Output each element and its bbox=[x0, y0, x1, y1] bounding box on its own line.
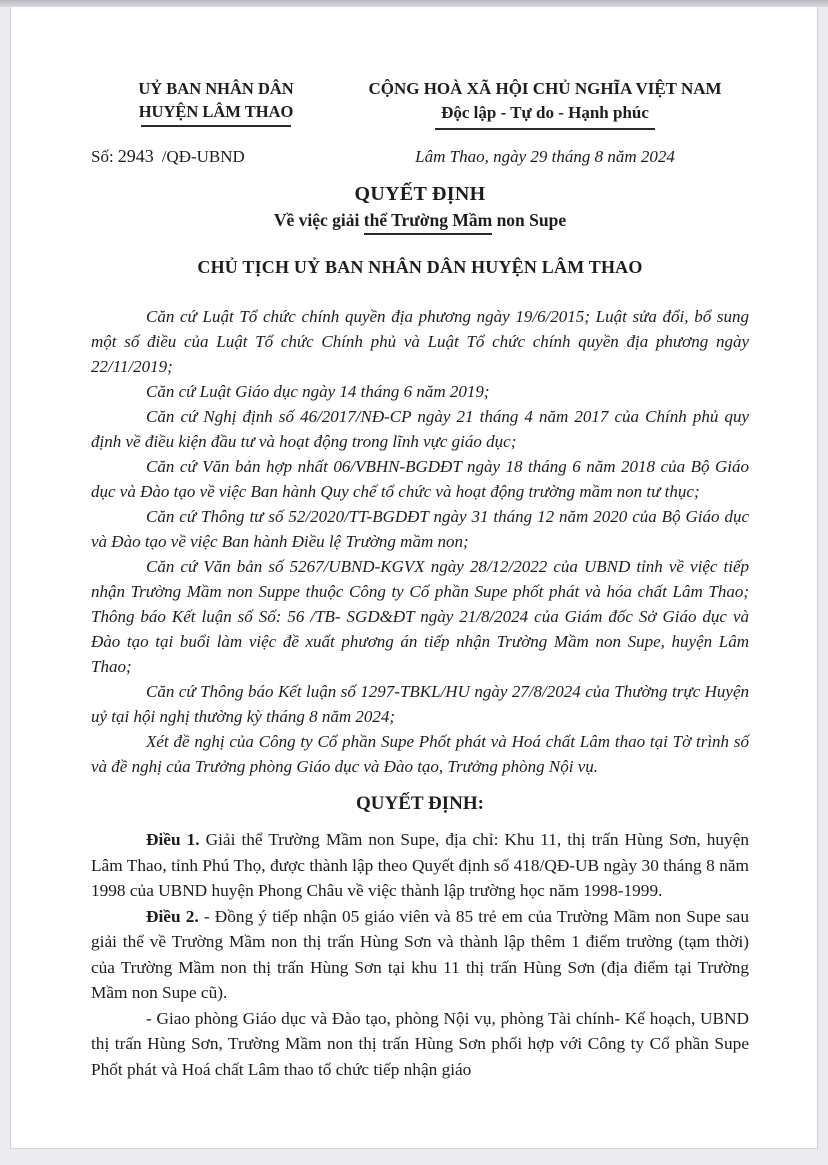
decision-heading: QUYẾT ĐỊNH: bbox=[356, 793, 484, 814]
preamble-section bbox=[91, 304, 749, 779]
document-number bbox=[91, 146, 341, 167]
subtitle-underlined-part: thể Trường Mầm bbox=[364, 210, 492, 235]
document-page bbox=[10, 7, 818, 1149]
document-number-suffix: /QĐ-UBND bbox=[161, 147, 245, 166]
article-2-lead: Điều 2. bbox=[146, 906, 199, 926]
scan-edge-top bbox=[0, 0, 828, 7]
issuing-authority-line1: UỶ BAN NHÂN DÂN bbox=[138, 79, 294, 98]
national-title: CỘNG HOÀ XÃ HỘI CHỦ NGHĨA VIỆT NAM bbox=[368, 79, 722, 98]
document-number-label: Số: bbox=[91, 147, 114, 166]
document-subtitle: Về việc giải thể Trường Mầm non Supe bbox=[91, 208, 749, 233]
articles-section bbox=[91, 827, 749, 1082]
preamble-paragraph: Xét đề nghị của Công ty Cổ phần Supe Phốt phát và Hoá chất Lâm thao tại Tờ trình số và đề nghị của Trưởng phòng Giáo dục và Đào tạo, Trưởng phòng Nội vụ. bbox=[91, 732, 749, 776]
issuer-line: CHỦ TỊCH UỶ BAN NHÂN DÂN HUYỆN LÂM THAO bbox=[197, 257, 643, 277]
preamble-paragraph: Căn cứ Văn bản số 5267/UBND-KGVX ngày 28/12/2022 của UBND tỉnh về việc tiếp nhận Trường Mầm non Suppe thuộc Công ty Cổ phần Supe phốt phát và hóa chất Lâm Thao; Thông báo Kết luận số Số: 56 /TB- SGD&ĐT ngày 21/8/2024 của Giám đốc Sở Giáo dục và Đào tạo tại buổi làm việc đề xuất phương án tiếp nhận Trường Mầm non Supe, huyện Lâm Thao; bbox=[91, 557, 749, 676]
national-header-block bbox=[341, 77, 749, 130]
place-date-line: Lâm Thao, ngày 29 tháng 8 năm 2024 bbox=[415, 147, 675, 166]
article-2: Điều 2. - Đồng ý tiếp nhận 05 giáo viên và 85 trẻ em của Trường Mầm non Supe sau giải thể về Trường Mầm non thị trấn Hùng Sơn và thành lập thêm 1 điểm trường (tạm thời) của Trường Mầm non thị trấn Hùng Sơn tại khu 11 thị trấn Hùng Sơn (địa điểm tại Trường Mầm non Supe cũ). bbox=[91, 906, 749, 1002]
number-date-row bbox=[91, 146, 749, 167]
issuing-authority-line2: HUYỆN LÂM THAO bbox=[138, 102, 294, 121]
issuing-authority-block bbox=[91, 77, 341, 130]
document-title: QUYẾT ĐỊNH bbox=[354, 183, 486, 205]
document-number-value: 2943 bbox=[117, 146, 154, 166]
preamble-paragraph: Căn cứ Luật Tổ chức chính quyền địa phương ngày 19/6/2015; Luật sửa đổi, bổ sung một số điều của Luật Tổ chức Chính phủ và Luật Tổ chức chính quyền địa phương ngày 22/11/2019; bbox=[91, 307, 749, 376]
national-motto: Độc lập - Tự do - Hạnh phúc bbox=[341, 101, 749, 130]
preamble-paragraph: Căn cứ Thông tư số 52/2020/TT-BGDĐT ngày 31 tháng 12 năm 2020 của Bộ Giáo dục và Đào tạo về việc Ban hành Điều lệ Trường mầm non; bbox=[91, 507, 749, 551]
header-left-rule bbox=[141, 125, 291, 127]
document-title-block bbox=[91, 181, 749, 233]
preamble-paragraph: Căn cứ Thông báo Kết luận số 1297-TBKL/HU ngày 27/8/2024 của Thường trực Huyện uỷ tại hội nghị thường kỳ tháng 8 năm 2024; bbox=[91, 682, 749, 726]
article-1-lead: Điều 1. bbox=[146, 830, 200, 849]
document-header bbox=[91, 77, 749, 130]
preamble-paragraph: Căn cứ Văn bản hợp nhất 06/VBHN-BGDĐT ngày 18 tháng 6 năm 2018 của Bộ Giáo dục và Đào tạo về việc Ban hành Quy chế tổ chức và hoạt động trường mầm non tư thục; bbox=[91, 457, 749, 501]
article-2-continued: - Giao phòng Giáo dục và Đào tạo, phòng Nội vụ, phòng Tài chính- Kế hoạch, UBND thị trấn Hùng Sơn, Trường Mầm non thị trấn Hùng Sơn phối hợp với Công ty Cổ phần Supe Phốt phát và Hoá chất Lâm thao tổ chức tiếp nhận giáo bbox=[91, 1008, 749, 1079]
preamble-paragraph: Căn cứ Luật Giáo dục ngày 14 tháng 6 năm 2019; bbox=[146, 382, 490, 401]
preamble-paragraph: Căn cứ Nghị định số 46/2017/NĐ-CP ngày 21 tháng 4 năm 2017 của Chính phủ quy định về điều kiện đầu tư và hoạt động trong lĩnh vực giáo dục; bbox=[91, 407, 749, 451]
article-1: Điều 1. Giải thể Trường Mầm non Supe, địa chỉ: Khu 11, thị trấn Hùng Sơn, huyện Lâm Thao, tỉnh Phú Thọ, được thành lập theo Quyết định số 418/QĐ-UB ngày 30 tháng 8 năm 1998 của UBND huyện Phong Châu về việc thành lập trường học năm 1998-1999. bbox=[91, 830, 749, 900]
